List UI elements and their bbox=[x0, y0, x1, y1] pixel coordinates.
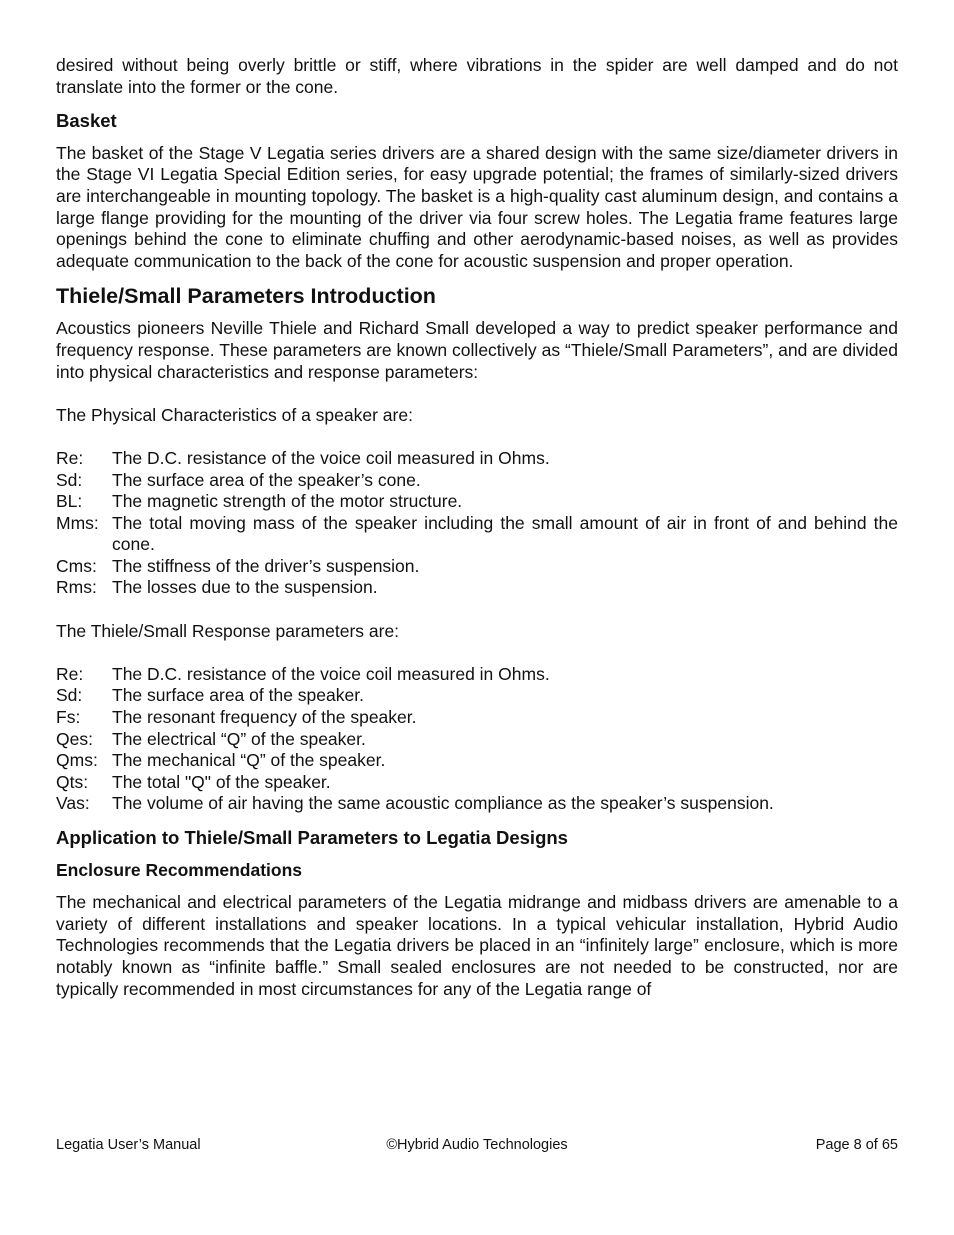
response-lead: The Thiele/Small Response parameters are: bbox=[56, 620, 400, 641]
definition-desc: The surface area of the speaker’s cone. bbox=[112, 469, 421, 490]
definition-term: Qes: bbox=[56, 728, 93, 749]
definition-desc: The electrical “Q” of the speaker. bbox=[112, 728, 366, 749]
definition-desc: The D.C. resistance of the voice coil measured in Ohms. bbox=[112, 663, 550, 684]
definition-desc: The magnetic strength of the motor structure. bbox=[112, 491, 463, 512]
footer-page-number: Page 8 of 65 bbox=[815, 1137, 898, 1153]
definition-desc: The losses due to the suspension. bbox=[112, 577, 378, 598]
page-footer bbox=[56, 1137, 898, 1155]
basket-heading: Basket bbox=[56, 110, 117, 132]
definition-term: Rms: bbox=[56, 577, 97, 598]
definition-term: BL: bbox=[56, 491, 83, 512]
definition-row bbox=[56, 793, 898, 815]
definition-desc: The total moving mass of the speaker including the small amount of air in front of and behind the cone. bbox=[112, 512, 898, 555]
definition-term: Re: bbox=[56, 447, 84, 468]
definition-term: Mms: bbox=[56, 512, 99, 533]
definition-row bbox=[56, 470, 898, 492]
definition-desc: The stiffness of the driver’s suspension. bbox=[112, 555, 420, 576]
definition-desc: The mechanical “Q” of the speaker. bbox=[112, 750, 386, 771]
definition-row bbox=[56, 729, 898, 751]
definition-row bbox=[56, 750, 898, 772]
physical-characteristics-list bbox=[56, 448, 898, 599]
definition-row bbox=[56, 707, 898, 729]
definition-row bbox=[56, 685, 898, 707]
definition-desc: The surface area of the speaker. bbox=[112, 685, 364, 706]
definition-row bbox=[56, 448, 898, 470]
ts-intro-paragraph: Acoustics pioneers Neville Thiele and Richard Small developed a way to predict speaker performance and frequency response. These parameters are known collectively as “Thiele/Small Parameters”, and are divided into physical characteristics and response parameters: bbox=[56, 318, 898, 382]
definition-row bbox=[56, 664, 898, 686]
definition-term: Cms: bbox=[56, 555, 97, 576]
definition-term: Fs: bbox=[56, 707, 81, 728]
definition-row bbox=[56, 577, 898, 599]
definition-desc: The D.C. resistance of the voice coil measured in Ohms. bbox=[112, 447, 550, 468]
definition-term: Sd: bbox=[56, 685, 83, 706]
basket-paragraph: The basket of the Stage V Legatia series drivers are a shared design with the same size/diameter drivers in the Stage VI Legatia Special Edition series, for easy upgrade potential; the frames of similarly-sized drivers are interchangeable in mounting topology. The basket is a high-quality cast aluminum design, and contains a large flange providing for the mounting of the driver via four screw holes. The Legatia frame features large openings behind the cone to eliminate chuffing and other aerodynamic-based noises, as well as provides adequate communication to the back of the cone for acoustic suspension and proper operation. bbox=[56, 142, 898, 271]
enclosure-paragraph: The mechanical and electrical parameters of the Legatia midrange and midbass drivers are amenable to a variety of different installations and speaker locations. In a typical vehicular installation, Hybrid Audio Technologies recommends that the Legatia drivers be placed in an “infinitely large” enclosure, which is more notably known as “infinite baffle.” Small sealed enclosures are not needed to be constructed, nor are typically recommended in most circumstances for any of the Legatia range of bbox=[56, 892, 898, 999]
definition-desc: The volume of air having the same acoustic compliance as the speaker’s suspension. bbox=[112, 793, 774, 814]
ts-intro-heading: Thiele/Small Parameters Introduction bbox=[56, 284, 436, 309]
definition-row bbox=[56, 556, 898, 578]
enclosure-subheading: Enclosure Recommendations bbox=[56, 859, 303, 880]
definition-row bbox=[56, 491, 898, 513]
definition-term: Vas: bbox=[56, 793, 90, 814]
definition-row bbox=[56, 513, 898, 556]
response-parameters-list bbox=[56, 664, 898, 815]
footer-copyright: ©Hybrid Audio Technologies bbox=[386, 1137, 568, 1153]
application-heading: Application to Thiele/Small Parameters to Legatia Designs bbox=[56, 827, 568, 848]
footer-title: Legatia User’s Manual bbox=[56, 1137, 201, 1153]
definition-term: Qms: bbox=[56, 750, 98, 771]
intro-paragraph: desired without being overly brittle or stiff, where vibrations in the spider are well damped and do not translate into the former or the cone. bbox=[56, 55, 898, 97]
definition-term: Sd: bbox=[56, 469, 83, 490]
definition-desc: The total "Q" of the speaker. bbox=[112, 771, 331, 792]
physical-lead: The Physical Characteristics of a speaker are: bbox=[56, 404, 413, 425]
document-page bbox=[56, 55, 898, 1000]
definition-row bbox=[56, 772, 898, 794]
definition-term: Qts: bbox=[56, 771, 89, 792]
definition-term: Re: bbox=[56, 663, 84, 684]
definition-desc: The resonant frequency of the speaker. bbox=[112, 707, 417, 728]
